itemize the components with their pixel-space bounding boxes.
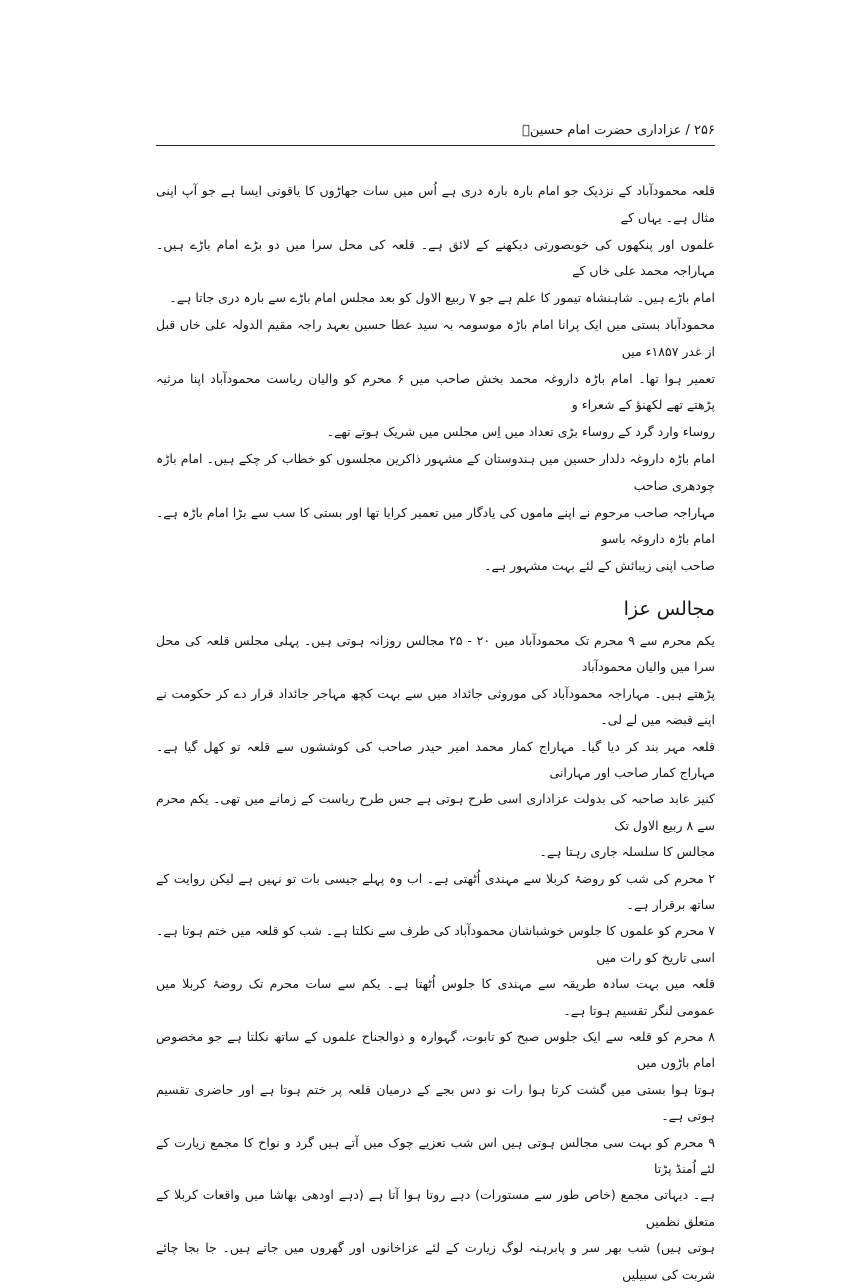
text-line: قلعہ محمودآباد کے نزدیک جو امام بارہ بارہ دری ہے اُس میں سات جھاڑوں کا یاقوتی ایسا ہے جو آپ اپنی مثال ہے۔ یہاں کے: [156, 183, 715, 225]
header-rule: [156, 145, 715, 146]
running-header: [156, 120, 715, 142]
page-body: [156, 178, 715, 1288]
text-line: علموں اور پنکھوں کی خوبصورتی دیکھنے کے لائق ہے۔ قلعہ کی محل سرا میں دو بڑے امام باڑے ہیں۔ مہاراجہ محمد علی خاں کے: [156, 236, 715, 279]
top-text-block: [156, 178, 715, 580]
text-line: ۲ محرم کی شب کو روضۂ کربلا سے مہندی اُٹھتی ہے۔ اب وہ پہلے جیسی بات تو نہیں ہے لیکن روایت کے ساتھ برقرار ہے۔: [156, 870, 715, 913]
text-line: ہے۔ دیہاتی مجمع (خاص طور سے مستورات) دہے روتا ہوا آتا ہے (دہے اودھی بھاشا میں واقعات کربلا کے متعلق نظمیں: [156, 1187, 715, 1229]
text-line: کنیز عابد صاحبہ کی بدولت عزاداری اسی طرح ہوتی ہے جس طرح ریاست کے زمانے میں تھی۔ یکم محرم سے ۸ ربیع الاول تک: [156, 791, 715, 833]
page-number: ۲۵۶: [694, 123, 715, 138]
text-line: روساء وارد گرد کے روساء بڑی تعداد میں اِس مجلس میں شریک ہوتے تھے۔: [326, 424, 715, 440]
text-line: ۹ محرم کو بہت سی مجالس ہوتی ہیں اس شب تعزیے چوک میں آتے ہیں گرد و نواح کا مجمع زیارت کے لئے اُمنڈ پڑتا: [156, 1134, 715, 1177]
text-line: مجالس کا سلسلہ جاری رہتا ہے۔: [539, 844, 715, 860]
section-heading: مجالس عزا: [623, 597, 715, 620]
text-line: محمودآباد بستی میں ایک پرانا امام باڑہ موسومہ بہ سید عطا حسین بعہد راجہ مقیم الدولہ علی خاں قبل از غدر ۱۸۵۷ء میں: [156, 316, 715, 359]
text-line: پڑھتے ہیں۔ مہاراجہ محمودآباد کی موروثی جائداد میں سے بہت کچھ مہاجر جائداد قرار دے کر حکومت نے اپنے قبضہ میں لے لی۔: [156, 685, 715, 728]
text-line: ہوتی ہیں) شب بھر سر و پابرہنہ لوگ زیارت کے لئے عزاخانوں اور گھروں میں جاتے ہیں۔ جا بجا چائے شربت کی سبیلیں: [156, 1240, 715, 1282]
text-line: قلعہ میں بہت سادہ طریقہ سے مہندی کا جلوس اُٹھتا ہے۔ یکم سے سات محرم تک روضۂ کربلا میں عمومی لنگر تقسیم ہوتا ہے۔: [156, 976, 715, 1018]
text-line: ۸ محرم کو قلعہ سے ایک جلوس صبح کو تابوت، گہوارہ و ذوالجناح علموں کے ساتھ نکلتا ہے جو مخصوص امام باڑوں میں: [156, 1029, 715, 1071]
text-line: یکم محرم سے ۹ محرم تک محمودآباد میں ۲۰ - ۲۵ مجالس روزانہ ہوتی ہیں۔ پہلی مجلس قلعہ کی محل سرا میں والیان محمودآباد: [156, 632, 715, 675]
text-line: امام باڑہ داروغہ دلدار حسین میں ہندوستان کے مشہور ذاکرین مجلسوں کو خطاب کر چکے ہیں۔ امام باڑہ چودھری صاحب: [156, 450, 715, 493]
header-separator: /: [685, 123, 690, 138]
text-line: امام باڑے ہیں۔ شاہنشاہ تیمور کا علم ہے جو ۷ ربیع الاول کو بعد مجلس امام باڑے سے بارہ دری جاتا ہے۔: [169, 290, 715, 306]
text-line: تعمیر ہوا تھا۔ امام باڑہ داروغہ محمد بخش صاحب میں ۶ محرم کو والیان ریاست محمودآباد اپنا مرثیہ پڑھتے تھے لکھنؤ کے شعراء و: [156, 370, 715, 413]
text-line: صاحب اپنی زیبائش کے لئے بہت مشہور ہے۔: [484, 558, 715, 574]
book-title: عزاداری حضرت امام حسینؑ: [522, 123, 682, 138]
text-line: ۷ محرم کو علموں کا جلوس خوشباشان محمودآباد کی طرف سے نکلتا ہے۔ شب کو قلعہ میں ختم ہوتا ہے۔ اسی تاریخ کو رات میں: [156, 923, 715, 965]
bottom-text-block: [156, 628, 715, 1288]
text-line: قلعہ مہر بند کر دیا گیا۔ مہاراج کمار محمد امیر حیدر صاحب کی کوششوں سے قلعہ تو کھل گیا ہے۔ مہاراج کمار صاحب اور مہارانی: [156, 738, 715, 780]
text-line: مہاراجہ صاحب مرحوم نے اپنے ماموں کی یادگار میں تعمیر کرایا تھا اور بستی کا سب سے بڑا امام باڑہ ہے۔ امام باڑہ داروغہ باسو: [156, 504, 715, 547]
text-line: ہوتا ہوا بستی میں گشت کرتا ہوا رات نو دس بجے کے درمیان قلعہ پر ختم ہوتا ہے اور حاضری تقسیم ہوتی ہے۔: [156, 1081, 715, 1124]
